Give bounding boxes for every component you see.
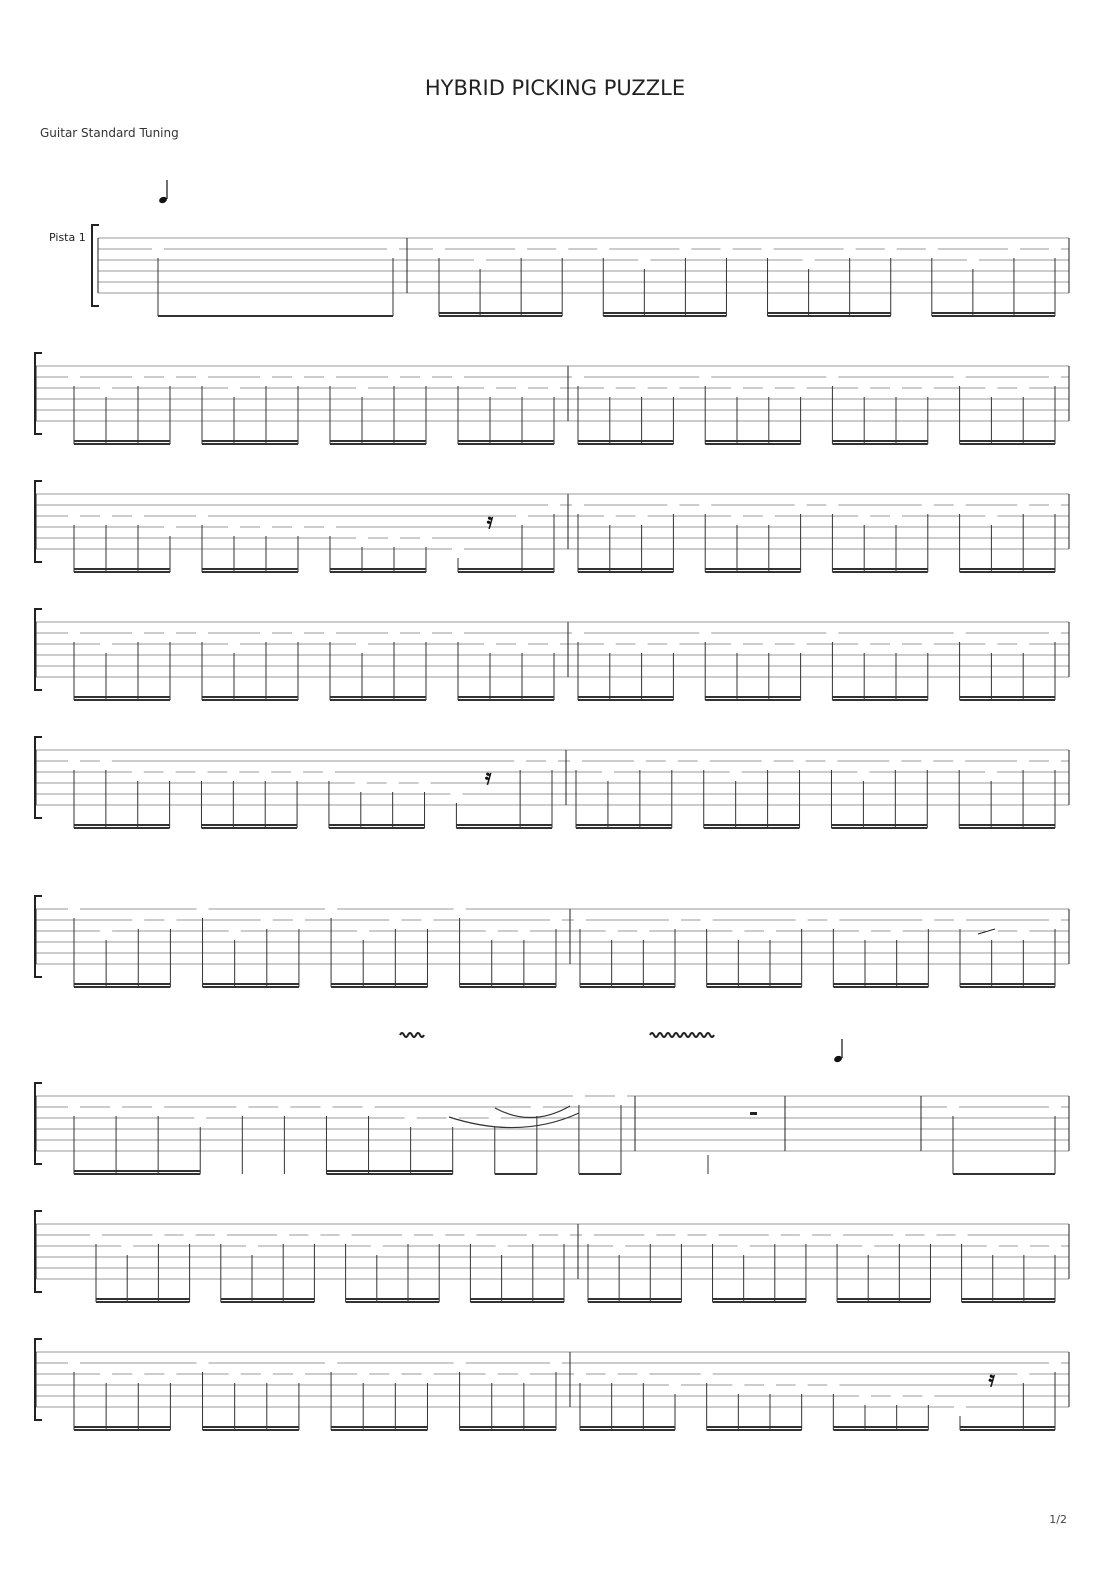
fret-bg xyxy=(858,639,870,651)
track-name: Pista 1 xyxy=(49,231,86,244)
fret-bg xyxy=(922,383,934,395)
fret-bg xyxy=(921,756,933,768)
staff-system xyxy=(35,353,1069,444)
fret-bg xyxy=(675,1230,687,1242)
staff-system xyxy=(35,1339,1069,1430)
staff-system xyxy=(35,1211,1069,1302)
fret-bg xyxy=(637,1369,649,1381)
fret-bg xyxy=(357,1369,369,1381)
fret-bg xyxy=(922,500,934,512)
fret-bg xyxy=(454,1358,466,1370)
fret-bg xyxy=(229,926,241,938)
fret-bg xyxy=(699,500,711,512)
fret-bg xyxy=(496,1241,508,1253)
fret-bg xyxy=(763,639,775,651)
fret-bg xyxy=(1049,1358,1061,1370)
fret-bg xyxy=(858,511,870,523)
fret-bg xyxy=(922,639,934,651)
fret-bg xyxy=(926,244,938,256)
fret-bg xyxy=(340,1230,352,1242)
fret-bg xyxy=(570,756,582,768)
fret-bg xyxy=(90,1230,102,1242)
fret-bg xyxy=(844,244,856,256)
fret-bg xyxy=(602,767,614,779)
fret-bg xyxy=(985,767,997,779)
fret-bg xyxy=(667,500,679,512)
fret-bg xyxy=(762,756,774,768)
fret-bg xyxy=(68,1358,80,1370)
fret-bg xyxy=(859,926,871,938)
fret-bg xyxy=(679,244,691,256)
fret-bg xyxy=(731,639,743,651)
fret-bg xyxy=(707,1230,719,1242)
fret-bg xyxy=(474,255,486,267)
measure-19 xyxy=(68,1352,570,1430)
fret-bg xyxy=(164,522,176,534)
fret-bg xyxy=(291,767,303,779)
fret-bg xyxy=(197,904,209,916)
fret-bg xyxy=(100,639,112,651)
fret-bg xyxy=(433,244,445,256)
fret-bg xyxy=(164,915,176,927)
fret-bg xyxy=(195,767,207,779)
fret-bg xyxy=(826,500,838,512)
fret-bg xyxy=(669,1380,681,1392)
fret-bg xyxy=(826,372,838,384)
fret-bg xyxy=(558,1230,570,1242)
fret-bg xyxy=(486,1369,498,1381)
staff-system xyxy=(35,609,1069,700)
fret-bg xyxy=(666,756,678,768)
fret-bg xyxy=(803,255,815,267)
fret-bg xyxy=(110,1102,122,1114)
fret-bg xyxy=(1049,628,1061,640)
fret-bg xyxy=(762,244,774,256)
fret-bg xyxy=(956,1230,968,1242)
fret-bg xyxy=(985,511,997,523)
fret-bg xyxy=(922,915,934,927)
fret-bg xyxy=(421,915,433,927)
fret-bg xyxy=(132,767,144,779)
fret-bg xyxy=(324,522,336,534)
fret-bg xyxy=(196,511,208,523)
fret-bg xyxy=(731,511,743,523)
fret-bg xyxy=(954,915,966,927)
fret-bg xyxy=(889,756,901,768)
fret-bg xyxy=(484,383,496,395)
fret-bg xyxy=(68,628,80,640)
fret-bg xyxy=(246,1241,258,1253)
fret-bg xyxy=(260,628,272,640)
fret-bg xyxy=(1017,756,1029,768)
fret-bg xyxy=(228,383,240,395)
fret-bg xyxy=(644,1230,656,1242)
fret-bg xyxy=(387,778,399,790)
fret-bg xyxy=(486,926,498,938)
fret-bg xyxy=(420,628,432,640)
fret-bg xyxy=(574,1369,586,1381)
fret-bg xyxy=(452,628,464,640)
fret-bg xyxy=(825,756,837,768)
fret-bg xyxy=(388,628,400,640)
fret-bg xyxy=(320,1102,332,1114)
fret-bg xyxy=(636,639,648,651)
fret-bg xyxy=(796,1380,808,1392)
fret-bg xyxy=(699,628,711,640)
fret-bg xyxy=(215,1230,227,1242)
fret-bg xyxy=(452,544,464,556)
fret-bg xyxy=(1017,500,1029,512)
fret-bg xyxy=(1017,639,1029,651)
fret-bg xyxy=(827,1380,839,1392)
fret-bg xyxy=(891,1391,903,1403)
fret-bg xyxy=(516,511,528,523)
fret-bg xyxy=(890,511,902,523)
fret-bg xyxy=(152,1102,164,1114)
fret-bg xyxy=(1017,926,1029,938)
measure-4 xyxy=(572,366,1069,444)
fret-bg xyxy=(764,926,776,938)
fret-bg xyxy=(890,383,902,395)
fret-bg xyxy=(489,1113,501,1125)
fret-bg xyxy=(699,372,711,384)
fret-bg xyxy=(196,628,208,640)
song-title: HYBRID PICKING PUZZLE xyxy=(424,76,686,100)
fret-bg xyxy=(355,778,367,790)
fret-bg xyxy=(857,767,869,779)
fret-bg xyxy=(100,926,112,938)
fret-bg xyxy=(858,383,870,395)
fret-bg xyxy=(574,915,586,927)
fret-bg xyxy=(194,1113,206,1125)
fret-bg xyxy=(548,500,560,512)
fret-bg xyxy=(720,244,732,256)
fret-bg xyxy=(387,244,399,256)
fret-bg xyxy=(421,1369,433,1381)
measure-14 xyxy=(708,1096,785,1174)
fret-bg xyxy=(260,522,272,534)
fret-bg xyxy=(546,756,558,768)
fret-bg xyxy=(954,1402,966,1414)
measure-20 xyxy=(574,1352,1069,1430)
fret-bg xyxy=(701,915,713,927)
fret-bg xyxy=(732,1380,744,1392)
fret-bg xyxy=(1008,244,1020,256)
half-rest xyxy=(750,1112,757,1115)
tuning-label: Guitar Standard Tuning xyxy=(40,126,179,140)
fret-bg xyxy=(277,1230,289,1242)
fret-bg xyxy=(518,926,530,938)
fret-bg xyxy=(1017,1369,1029,1381)
fret-bg xyxy=(68,904,80,916)
fret-bg xyxy=(229,1369,241,1381)
fret-bg xyxy=(606,926,618,938)
fret-bg xyxy=(363,1102,375,1114)
fret-bg xyxy=(604,639,616,651)
fret-bg xyxy=(1049,500,1061,512)
fret-bg xyxy=(1018,1241,1030,1253)
fret-bg xyxy=(514,756,526,768)
fret-bg xyxy=(985,383,997,395)
fret-bg xyxy=(795,383,807,395)
fret-bg xyxy=(308,1230,320,1242)
fret-bg xyxy=(164,372,176,384)
fret-bg xyxy=(763,511,775,523)
fret-bg xyxy=(527,1230,539,1242)
fret-bg xyxy=(795,500,807,512)
fret-bg xyxy=(548,383,560,395)
fret-bg xyxy=(228,639,240,651)
fret-bg xyxy=(261,915,273,927)
fret-bg xyxy=(985,639,997,651)
fret-bg xyxy=(826,628,838,640)
fret-bg xyxy=(800,1230,812,1242)
fret-bg xyxy=(419,778,431,790)
fret-bg xyxy=(324,372,336,384)
fret-bg xyxy=(450,789,462,801)
fret-bg xyxy=(152,1230,164,1242)
staff-system xyxy=(92,225,1069,316)
measure-8 xyxy=(572,622,1069,700)
fret-bg xyxy=(794,756,806,768)
fret-bg xyxy=(292,628,304,640)
fret-bg xyxy=(1049,915,1061,927)
measure-18 xyxy=(582,1224,1069,1302)
fret-bg xyxy=(667,383,679,395)
fret-bg xyxy=(597,244,609,256)
fret-bg xyxy=(68,372,80,384)
page-number: 1/2 xyxy=(1049,1513,1067,1526)
fret-bg xyxy=(260,372,272,384)
fret-bg xyxy=(1049,372,1061,384)
fret-bg xyxy=(637,926,649,938)
fret-bg xyxy=(550,1358,562,1370)
fret-bg xyxy=(556,244,568,256)
fret-bg xyxy=(796,915,808,927)
fret-bg xyxy=(947,1102,959,1114)
measure-5 xyxy=(68,494,568,572)
measure-6 xyxy=(572,494,1069,572)
staff-systems xyxy=(35,225,1069,1430)
fret-bg xyxy=(325,904,337,916)
fret-bg xyxy=(769,1230,781,1242)
fret-bg xyxy=(890,639,902,651)
fret-bg xyxy=(484,639,496,651)
fret-bg xyxy=(831,1230,843,1242)
staff-system xyxy=(35,896,1069,987)
measure-12 xyxy=(574,909,1069,987)
fret-bg xyxy=(516,639,528,651)
fret-bg xyxy=(196,372,208,384)
fret-bg xyxy=(582,1230,594,1242)
fret-bg xyxy=(454,904,466,916)
fret-bg xyxy=(293,1369,305,1381)
fret-bg xyxy=(323,767,335,779)
fret-bg xyxy=(121,1241,133,1253)
fret-bg xyxy=(356,533,368,545)
fret-bg xyxy=(325,1358,337,1370)
fret-bg xyxy=(236,1102,248,1114)
fret-bg xyxy=(1049,1102,1061,1114)
measure-17 xyxy=(90,1224,578,1302)
fret-bg xyxy=(132,628,144,640)
fret-bg xyxy=(132,511,144,523)
fret-bg xyxy=(859,1391,871,1403)
fret-bg xyxy=(100,756,112,768)
fret-bg xyxy=(636,383,648,395)
fret-bg xyxy=(452,372,464,384)
fret-bg xyxy=(68,756,80,768)
measure-10 xyxy=(570,750,1069,828)
fret-bg xyxy=(515,244,527,256)
measure-2 xyxy=(433,238,1069,316)
fret-bg xyxy=(922,1391,934,1403)
fret-bg xyxy=(862,1241,874,1253)
fret-bg xyxy=(132,915,144,927)
fret-bg xyxy=(667,639,679,651)
staff-system xyxy=(35,481,1069,572)
fret-bg xyxy=(604,383,616,395)
fret-bg xyxy=(100,1369,112,1381)
fret-bg xyxy=(261,1369,273,1381)
fret-bg xyxy=(100,511,112,523)
fret-bg xyxy=(954,372,966,384)
measure-9 xyxy=(68,750,566,828)
fret-bg xyxy=(420,372,432,384)
fret-bg xyxy=(402,1230,414,1242)
sixteenth-rest: 𝄿 xyxy=(485,765,492,789)
fret-bg xyxy=(1017,383,1029,395)
fret-bg xyxy=(259,767,271,779)
fret-bg xyxy=(356,383,368,395)
fret-bg xyxy=(132,372,144,384)
fret-bg xyxy=(516,383,528,395)
fret-bg xyxy=(464,1230,476,1242)
fret-bg xyxy=(324,628,336,640)
fret-bg xyxy=(606,1369,618,1381)
fret-bg xyxy=(531,1102,543,1114)
fret-bg xyxy=(164,1369,176,1381)
measure-1 xyxy=(152,238,407,316)
fret-bg xyxy=(278,1102,290,1114)
fret-bg xyxy=(615,1091,627,1103)
fret-bg xyxy=(669,915,681,927)
score-annotations xyxy=(158,180,995,1128)
fret-bg xyxy=(132,1369,144,1381)
wide-vibrato-mark xyxy=(650,1033,714,1037)
fret-bg xyxy=(634,756,646,768)
fret-bg xyxy=(987,1241,999,1253)
staff-system xyxy=(35,1083,1069,1174)
fret-bg xyxy=(638,255,650,267)
fret-bg xyxy=(732,926,744,938)
fret-bg xyxy=(388,372,400,384)
fret-bg xyxy=(356,639,368,651)
fret-bg xyxy=(986,926,998,938)
fret-bg xyxy=(572,372,584,384)
fret-bg xyxy=(572,500,584,512)
fret-bg xyxy=(698,756,710,768)
tempo-note-icon xyxy=(833,1055,843,1063)
fret-bg xyxy=(827,915,839,927)
fret-bg xyxy=(636,511,648,523)
sixteenth-rest: 𝄿 xyxy=(988,1367,995,1391)
fret-bg xyxy=(1049,756,1061,768)
fret-bg xyxy=(550,915,562,927)
measure-3 xyxy=(68,366,568,444)
measure-11 xyxy=(68,904,570,987)
fret-bg xyxy=(891,926,903,938)
fret-bg xyxy=(100,383,112,395)
fret-bg xyxy=(613,1241,625,1253)
vibrato-mark xyxy=(400,1033,424,1037)
fret-bg xyxy=(548,639,560,651)
fret-bg xyxy=(954,628,966,640)
fret-bg xyxy=(967,255,979,267)
fret-bg xyxy=(152,244,164,256)
measure-7 xyxy=(68,622,568,700)
fret-bg xyxy=(227,767,239,779)
measure-16 xyxy=(947,1096,1069,1174)
fret-bg xyxy=(885,244,897,256)
fret-bg xyxy=(893,1230,905,1242)
fret-bg xyxy=(164,628,176,640)
fret-bg xyxy=(184,1230,196,1242)
fret-bg xyxy=(1049,1241,1061,1253)
fret-bg xyxy=(293,915,305,927)
fret-bg xyxy=(730,767,742,779)
fret-bg xyxy=(389,1369,401,1381)
staff-system xyxy=(35,737,1069,828)
fret-bg xyxy=(731,383,743,395)
fret-bg xyxy=(292,522,304,534)
fret-bg xyxy=(420,533,432,545)
fret-bg xyxy=(389,915,401,927)
fret-bg xyxy=(388,533,400,545)
measure-13 xyxy=(68,1091,635,1174)
fret-bg xyxy=(954,500,966,512)
fret-bg xyxy=(68,511,80,523)
fret-bg xyxy=(764,1380,776,1392)
fret-bg xyxy=(572,628,584,640)
sixteenth-rest: 𝄿 xyxy=(486,509,494,533)
fret-bg xyxy=(433,1230,445,1242)
fret-bg xyxy=(1049,244,1061,256)
fret-bg xyxy=(924,1230,936,1242)
fret-bg xyxy=(795,639,807,651)
fret-bg xyxy=(738,1241,750,1253)
fret-bg xyxy=(518,1369,530,1381)
fret-bg xyxy=(371,1241,383,1253)
fret-bg xyxy=(953,756,965,768)
fret-bg xyxy=(292,372,304,384)
fret-bg xyxy=(68,1102,80,1114)
fret-bg xyxy=(228,522,240,534)
fret-bg xyxy=(357,926,369,938)
fret-bg xyxy=(604,511,616,523)
fret-bg xyxy=(573,1091,585,1103)
fret-bg xyxy=(197,1358,209,1370)
fret-bg xyxy=(701,1369,713,1381)
fret-bg xyxy=(763,383,775,395)
tempo-note-icon xyxy=(158,196,168,204)
fret-bg xyxy=(405,1113,417,1125)
fret-bg xyxy=(164,767,176,779)
